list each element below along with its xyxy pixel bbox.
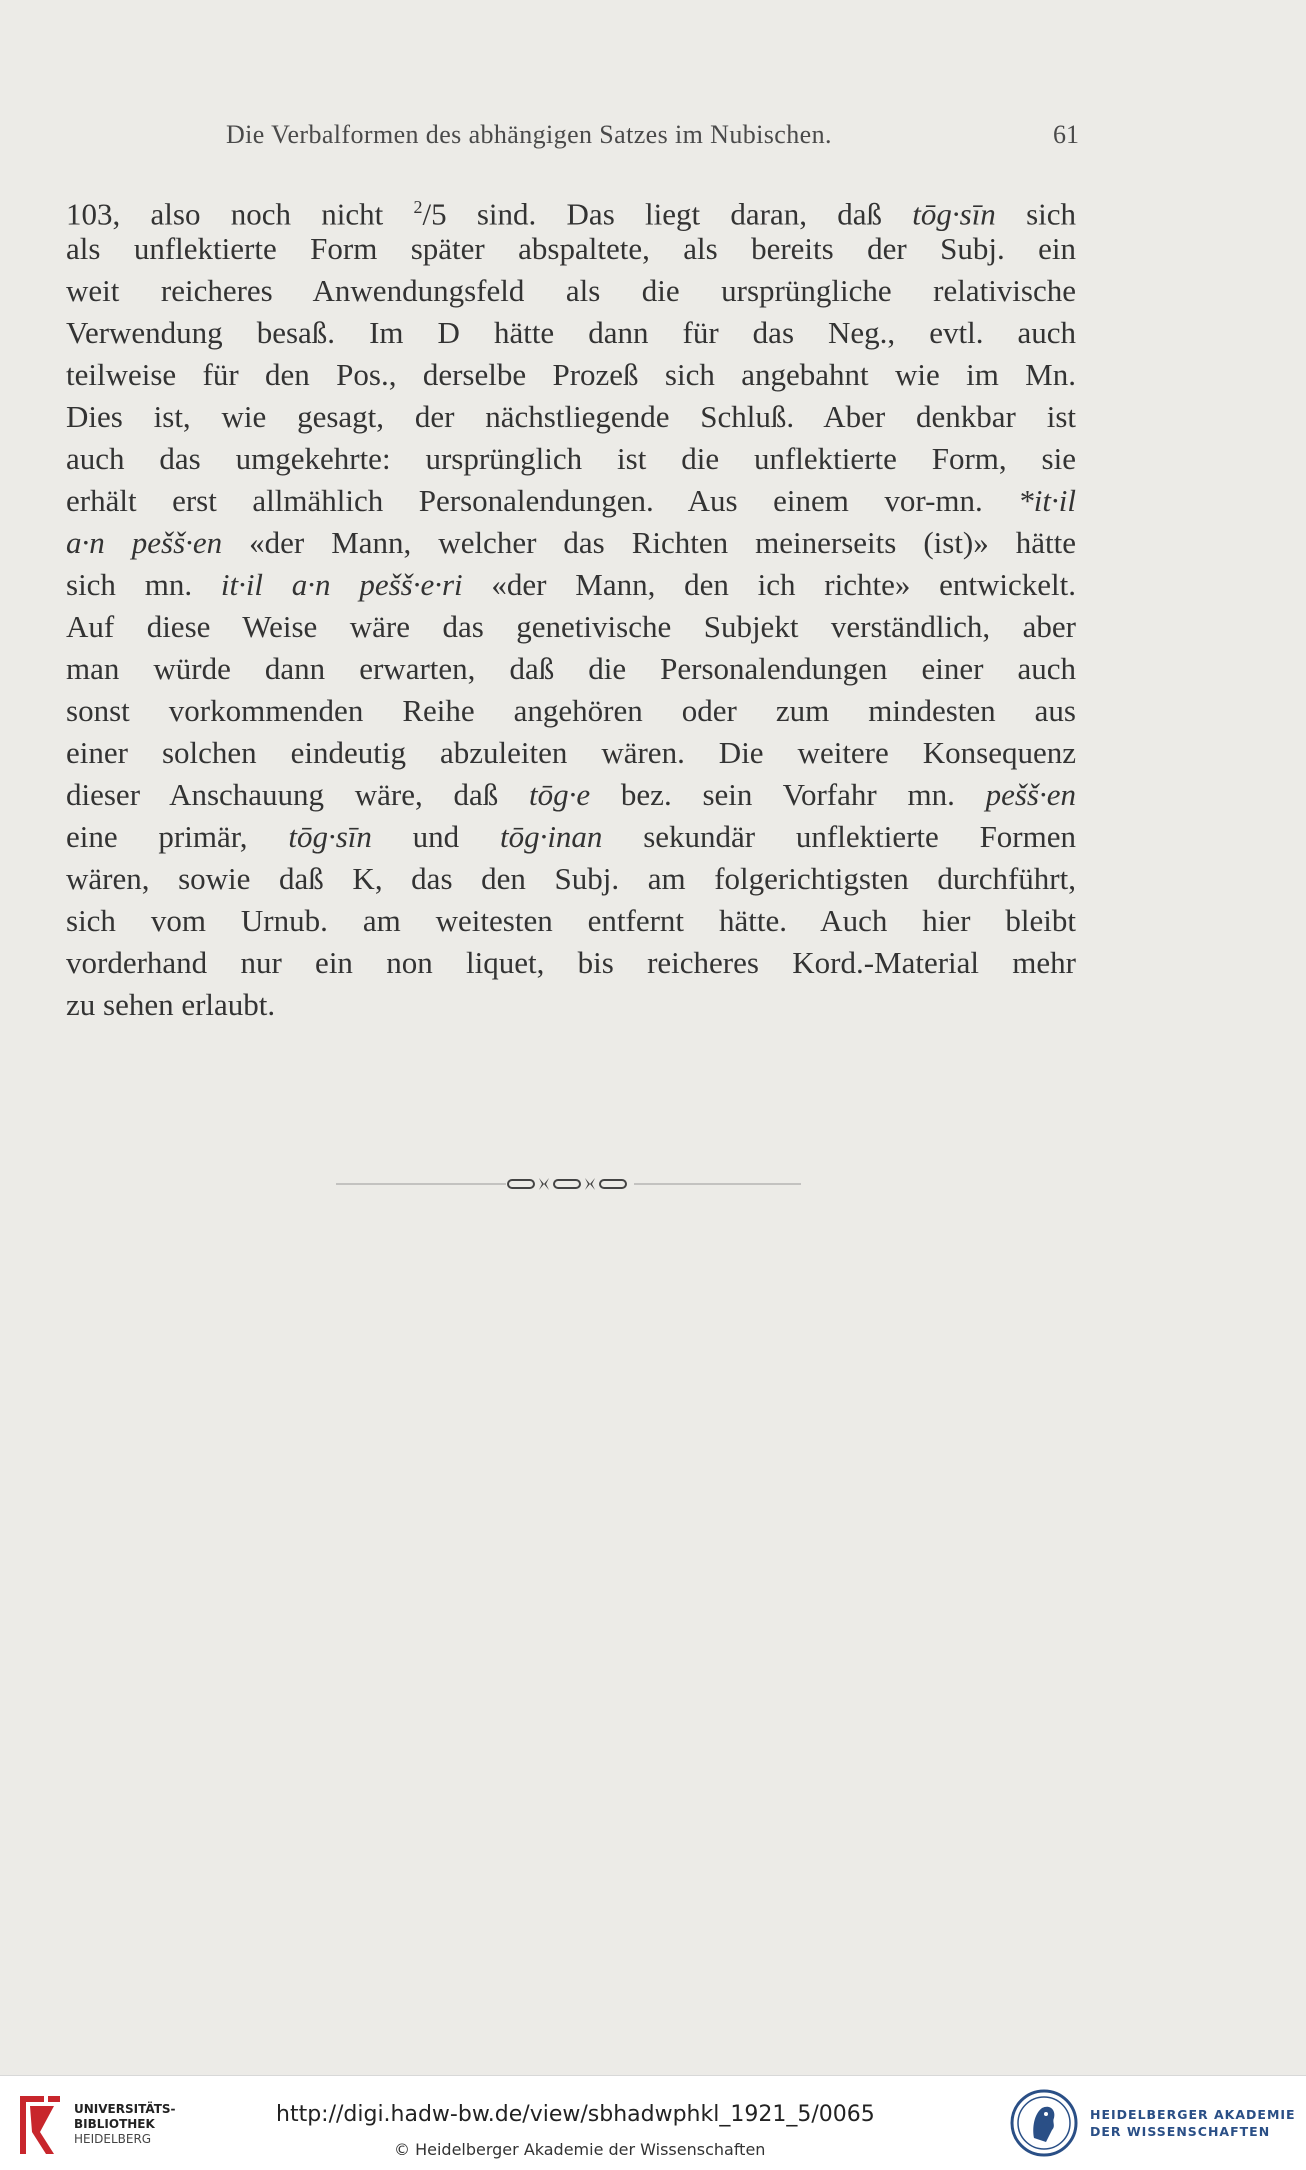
text-segment: vorderhand nur ein non liquet, bis reicheres Kord.-Material mehr [66,945,1076,980]
italic-term: a·n pešš·en [66,525,223,560]
text-segment: und [371,819,500,854]
text-segment: als unflektierte Form später abspaltete, als bereits der Subj. ein [66,231,1076,266]
end-ornament-divider [336,1176,801,1192]
text-segment: weit reicheres Anwendungsfeld als die ursprüngliche relativische [66,273,1076,308]
text-segment: «der Mann, den ich richte» entwickelt. [462,567,1076,602]
text-segment: sich vom Urnub. am weitesten entfernt hätte. Auch hier bleibt [66,903,1076,938]
text-segment: sonst vorkommenden Reihe angehören oder zum mindesten aus [66,693,1076,728]
text-line [66,522,1076,564]
text-segment: 2 [413,197,423,217]
text-line [66,690,1076,732]
text-line [66,564,1076,606]
academy-line-2: DER WISSENSCHAFTEN [1090,2124,1271,2139]
text-segment: /5 sind. Das liegt daran, daß [422,196,913,232]
text-line [66,606,1076,648]
text-line [66,186,1077,232]
text-line [66,354,1076,396]
text-segment: Dies ist, wie gesagt, der nächstliegende Schluß. Aber denkbar ist [66,399,1076,434]
italic-term: *it·il [1018,483,1076,518]
text-segment: Auf diese Weise wäre das genetivische Subjekt verständlich, aber [66,609,1076,644]
italic-term: tōg·sīn [912,196,996,232]
text-segment: dieser Anschauung wäre, daß [66,777,530,812]
text-segment: teilweise für den Pos., derselbe Prozeß sich angebahnt wie im Mn. [66,357,1076,392]
text-line [66,480,1076,522]
academy-name [1090,2106,1296,2140]
text-line [66,816,1076,858]
text-line [66,858,1076,900]
text-line [66,396,1076,438]
italic-term: pešš·en [985,777,1076,812]
page-number: 61 [1053,120,1079,149]
hadw-seal-icon [1010,2088,1078,2158]
permalink-url[interactable]: http://digi.hadw-bw.de/view/sbhadwphkl_1921_5/0065 [276,2102,875,2127]
text-segment: einer solchen eindeutig abzuleiten wären. Die weitere Konsequenz [66,735,1076,770]
text-segment: sich mn. [66,567,221,602]
text-segment: zu sehen erlaubt. [66,987,276,1022]
text-segment: «der Mann, welcher das Richten meinerseits (ist)» hätte [222,525,1076,560]
library-line-2: BIBLIOTHEK [74,2117,155,2131]
text-line [66,228,1076,270]
library-name [74,2102,176,2147]
italic-term: tōg·e [529,777,591,812]
text-segment: sekundär unflektierte Formen [602,819,1076,854]
text-line [66,312,1076,354]
text-segment: eine primär, [66,819,289,854]
running-title: Die Verbalformen des abhängigen Satzes im Nubischen. [226,120,832,149]
text-line [66,942,1076,984]
copyright-notice: © Heidelberger Akademie der Wissenschaften [394,2140,766,2159]
text-segment: Verwendung besaß. Im D hätte dann für das Neg., evtl. auch [66,315,1076,350]
ub-heidelberg-logo-icon [14,2092,66,2158]
academy-line-1: HEIDELBERGER AKADEMIE [1090,2107,1296,2122]
text-segment: bez. sein Vorfahr mn. [590,777,986,812]
italic-term: tōg·sīn [288,819,372,854]
viewer-footer [0,2075,1306,2170]
text-segment: man würde dann erwarten, daß die Personalendungen einer auch [66,651,1076,686]
text-line [66,900,1076,942]
italic-term: tōg·inan [499,819,603,854]
text-segment: sich [995,196,1077,232]
body-paragraph [66,186,1076,1026]
text-line [66,732,1076,774]
italic-term: it·il a·n pešš·e·ri [220,567,463,602]
library-line-3: HEIDELBERG [74,2132,152,2146]
text-segment: wären, sowie daß K, das den Subj. am folgerichtigsten durchführt, [66,861,1076,896]
library-line-1: UNIVERSITÄTS- [74,2102,176,2116]
text-line [66,270,1076,312]
text-segment: 103, also noch nicht [66,196,414,232]
text-segment: erhält erst allmählich Personalendungen. Aus einem vor-mn. [66,483,1019,518]
text-line [66,774,1076,816]
text-line [66,648,1076,690]
text-line [66,438,1076,480]
text-line [66,984,1076,1026]
text-segment: auch das umgekehrte: ursprünglich ist die unflektierte Form, sie [66,441,1076,476]
